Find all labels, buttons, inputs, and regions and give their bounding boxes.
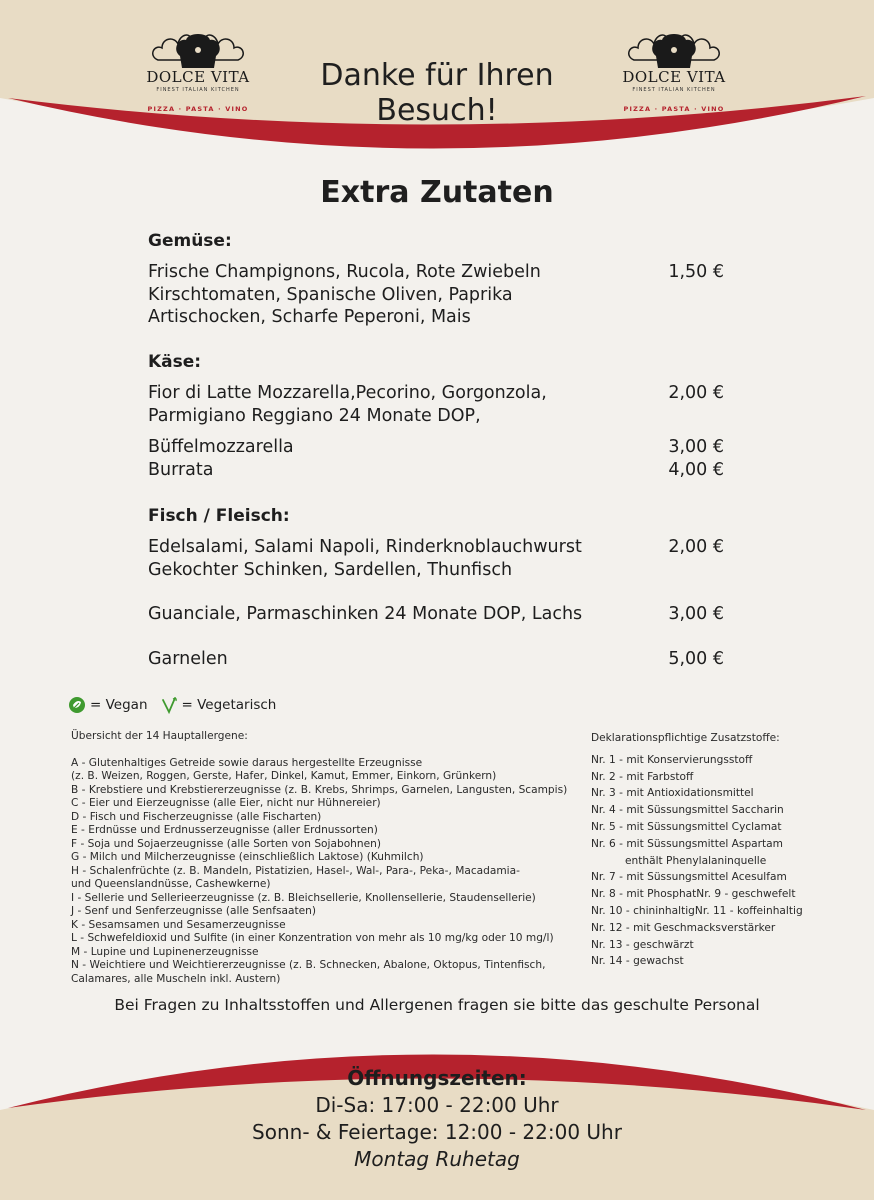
allergen-item: B - Krebstiere und Krebstiererzeugnisse (z. B. Krebs, Shrimps, Garnelen, Langusten, Scampis) [71,783,568,796]
logo-right [614,30,734,113]
item-line: Fior di Latte Mozzarella,Pecorino, Gorgonzola, [148,383,547,403]
additive-item: Nr. 8 - mit PhosphatNr. 9 - geschwefelt [591,888,796,901]
menu-item-fisch-1 [148,536,668,581]
item-price: 5,00 € [668,649,724,669]
allergen-item: C - Eier und Eierzeugnisse (alle Eier, nicht nur Hühnereier) [71,797,381,809]
allergen-item: und Queenslandnüsse, Cashewkerne) [71,878,271,890]
item-price: 4,00 € [668,460,724,480]
menu-item-fisch-2: Guanciale, Parmaschinken 24 Monate DOP, Lachs [148,604,583,624]
section-title-gemuese: Gemüse: [148,231,232,251]
section-title-kaese: Käse: [148,352,202,372]
item-line: Parmigiano Reggiano 24 Monate DOP, [148,405,481,426]
item-price: 2,00 € [668,383,724,403]
allergen-title: Übersicht der 14 Hauptallergene: [71,730,248,742]
header-title: Danke für Ihren Besuch! [320,58,554,128]
allergen-item: A - Glutenhaltiges Getreide sowie daraus hergestellte Erzeugnisse [71,756,423,769]
allergen-item: K - Sesamsamen und Sesamerzeugnisse [71,918,286,931]
logo-sub: PIZZA · PASTA · VINO [623,105,725,113]
logo-brand: DOLCE VITA [622,68,726,86]
hours-title: Öffnungszeiten: [347,1066,527,1090]
item-line: Artischocken, Scharfe Peperoni, Mais [148,307,471,327]
logo-left [138,30,258,113]
additive-item: Nr. 7 - mit Süssungsmittel Acesulfam [591,871,787,884]
allergen-item: E - Erdnüsse und Erdnusserzeugnisse (aller Erdnussorten) [71,824,378,836]
allergen-item: H - Schalenfrüchte (z. B. Mandeln, Pistatizien, Hasel-, Wal-, Para-, Peka-, Macadamia- [71,864,520,877]
additive-item: Nr. 1 - mit Konservierungsstoff [591,753,753,766]
allergen-item: L - Schwefeldioxid und Sulfite (in einer Konzentration von mehr als 10 mg/kg oder 10 mg/l) [71,932,554,944]
additive-item: Nr. 5 - mit Süssungsmittel Cyclamat [591,820,782,833]
menu-item-kaese-2: Büffelmozzarella [148,437,294,457]
item-price: 3,00 € [668,604,724,624]
allergen-item: Calamares, alle Muscheln inkl. Austern) [71,972,281,985]
diet-legend [68,696,276,714]
additive-item: Nr. 10 - chininhaltigNr. 11 - koffeinhaltig [591,904,803,917]
allergen-list [71,730,567,986]
item-price: 2,00 € [668,537,724,557]
vegetarian-v-icon [160,696,178,714]
additive-item: Nr. 2 - mit Farbstoff [591,770,694,783]
hours-sundays: Sonn- & Feiertage: 12:00 - 22:00 Uhr [252,1120,622,1144]
logo-tagline: FINEST ITALIAN KITCHEN [632,87,716,93]
additive-item: Nr. 3 - mit Antioxidationsmittel [591,787,754,800]
hours-closed-day: Montag Ruhetag [354,1147,520,1171]
item-price: 1,50 € [668,262,724,282]
section-title-fisch: Fisch / Fleisch: [148,506,290,526]
additive-item: Nr. 4 - mit Süssungsmittel Saccharin [591,804,784,817]
allergen-item: M - Lupine und Lupinenerzeugnisse [71,945,259,958]
additive-item: Nr. 13 - geschwärzt [591,938,694,951]
additive-list [591,730,803,970]
item-price: 3,00 € [668,437,724,457]
menu-item-fisch-3: Garnelen [148,649,228,669]
allergen-item: G - Milch und Milcherzeugnisse (einschließlich Laktose) (Kuhmilch) [71,851,424,863]
item-line: Kirschtomaten, Spanische Oliven, Paprika [148,284,513,305]
vegan-leaf-icon [68,696,86,714]
hours-weekdays: Di-Sa: 17:00 - 22:00 Uhr [315,1093,559,1117]
allergen-item: J - Senf und Senferzeugnisse (alle Senfsaaten) [71,905,317,917]
spacer [71,744,567,757]
logo-brand: DOLCE VITA [146,68,250,86]
allergen-item: (z. B. Weizen, Roggen, Gerste, Hafer, Dinkel, Kamut, Emmer, Einkorn, Grünkern) [71,770,497,782]
item-line: Frische Champignons, Rucola, Rote Zwiebeln [148,262,541,282]
additive-title: Deklarationspflichtige Zusatzstoffe: [591,732,780,744]
menu-item-kaese-3: Burrata [148,460,214,480]
opening-hours [0,1064,874,1173]
additive-item: Nr. 6 - mit Süssungsmittel Aspartam [591,837,783,850]
page-title: Extra Zutaten [320,175,554,210]
additive-item: enthält Phenylalaninquelle [625,854,767,867]
logo-sub: PIZZA · PASTA · VINO [147,105,249,113]
legend-vegan-label: = Vegan [90,697,148,713]
menu-item-gemuese [148,261,668,329]
chef-hat-icon [626,30,722,70]
item-line: Edelsalami, Salami Napoli, Rinderknoblauchwurst [148,537,582,557]
additive-item: Nr. 12 - mit Geschmacksverstärker [591,921,776,934]
additive-item: Nr. 14 - gewachst [591,955,684,968]
allergen-item: N - Weichtiere und Weichtiererzeugnisse (z. B. Schnecken, Abalone, Oktopus, Tintenfisch, [71,959,546,971]
allergen-item: D - Fisch und Fischerzeugnisse (alle Fischarten) [71,810,322,823]
allergen-item: I - Sellerie und Sellerieerzeugnisse (z. B. Bleichsellerie, Knollensellerie, Staudensellerie) [71,891,536,904]
allergen-notice: Bei Fragen zu Inhaltsstoffen und Allergenen fragen sie bitte das geschulte Personal [114,996,760,1014]
item-line: Gekochter Schinken, Sardellen, Thunfisch [148,559,513,580]
legend-vegetarian-label: = Vegetarisch [181,697,277,713]
logo-tagline: FINEST ITALIAN KITCHEN [156,87,240,93]
chef-hat-icon [150,30,246,70]
menu-item-kaese-1 [148,382,668,427]
allergen-item: F - Soja und Sojaerzeugnisse (alle Sorten von Sojabohnen) [71,837,381,850]
